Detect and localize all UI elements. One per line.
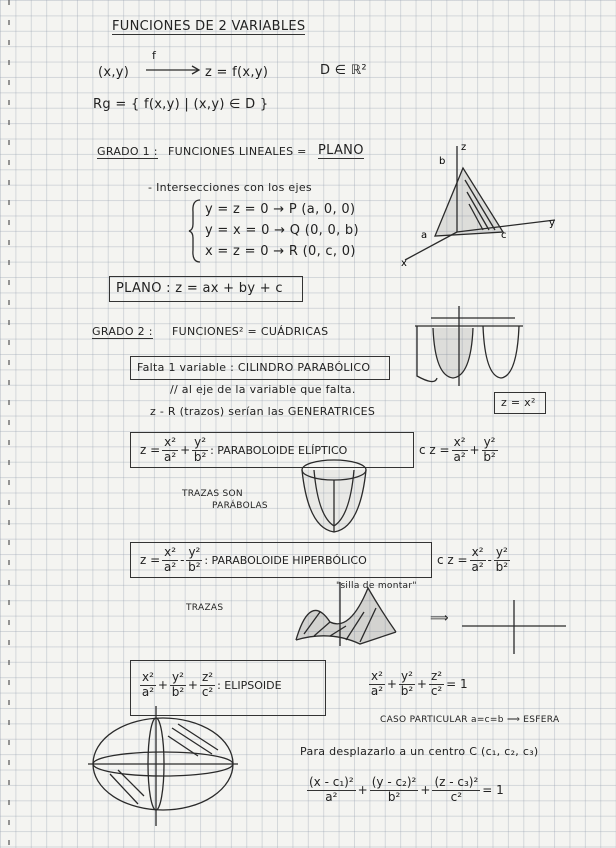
hyperbolic-side-frac-x: $\frac{\text{x²}}{\text{a²}}$ bbox=[471, 545, 484, 574]
ellipsoid-side-frac-x: $\frac{\text{x²}}{\text{a²}}$ bbox=[370, 669, 384, 698]
domain-set: D ∈ ℝ² bbox=[320, 63, 367, 78]
margin-dashes bbox=[8, 0, 10, 848]
plane-formula-box bbox=[109, 276, 303, 302]
elliptic-frac-y: $\frac{\text{y²}}{\text{b²}}$ bbox=[193, 435, 207, 464]
ellipsoid-side-plus-2: + bbox=[416, 677, 427, 692]
ellipsoid-side-plus-1: + bbox=[386, 677, 397, 692]
grado1-keyword: PLANO bbox=[318, 143, 364, 158]
elliptic-frac-x: $\frac{\text{x²}}{\text{a²}}$ bbox=[164, 435, 177, 464]
intersections-title: - Intersecciones con los ejes bbox=[148, 181, 312, 194]
cylinder-label: Falta 1 variable : CILINDRO PARABÓLICO bbox=[137, 361, 371, 374]
shift-frac-z: $\frac{\text{(z - c₃)²}}{\text{c²}}$ bbox=[434, 775, 479, 804]
shifted-ellipsoid-equation bbox=[306, 776, 505, 805]
grado1-heading: GRADO 1 : bbox=[97, 145, 158, 158]
hyperbolic-paraboloid-figure bbox=[290, 582, 402, 650]
elliptic-side-z: c z = bbox=[419, 443, 450, 458]
ellipsoid-figure bbox=[88, 706, 238, 828]
shift-frac-y: $\frac{\text{(y - c₂)²}}{\text{b²}}$ bbox=[371, 775, 417, 804]
ellipsoid-side-frac-z: $\frac{\text{z²}}{\text{c²}}$ bbox=[430, 669, 443, 698]
cylinder-formula: z = x² bbox=[501, 396, 536, 409]
ellipsoid-equation bbox=[139, 671, 283, 700]
mapping-arrow bbox=[146, 62, 202, 78]
range-definition: Rg = { f(x,y) | (x,y) ∈ D } bbox=[93, 97, 269, 112]
hyperbolic-side-z: c z = bbox=[437, 553, 468, 568]
plane-fig-label-b: b bbox=[439, 156, 446, 167]
plane-fig-label-c: c bbox=[501, 230, 507, 241]
ellipsoid-plus-2: + bbox=[187, 678, 198, 693]
trazas-son-label: TRAZAS SON bbox=[182, 489, 243, 499]
function-label: f bbox=[152, 49, 157, 62]
hyperbolic-side-frac-y: $\frac{\text{y²}}{\text{b²}}$ bbox=[495, 545, 509, 574]
elliptic-side-frac-y: $\frac{\text{y²}}{\text{b²}}$ bbox=[483, 435, 496, 464]
elliptic-side-frac-x: $\frac{\text{x²}}{\text{a²}}$ bbox=[453, 435, 466, 464]
sphere-special-case: CASO PARTICULAR a=c=b ⟹ ESFERA bbox=[380, 715, 560, 725]
shift-plus-1: + bbox=[357, 783, 368, 798]
plane-formula: PLANO : z = ax + by + c bbox=[116, 281, 283, 296]
shift-center-title: Para desplazarlo a un centro C (c₁, c₂, c₃) bbox=[300, 745, 539, 758]
intersection-line-2: y = x = 0 → Q (0, 0, b) bbox=[205, 223, 359, 238]
hyperbolic-frac-y: $\frac{\text{y²}}{\text{b²}}$ bbox=[188, 545, 201, 574]
shift-equals: = 1 bbox=[482, 783, 504, 798]
ellipsoid-side-equation bbox=[368, 670, 469, 699]
grado2-heading: GRADO 2 : bbox=[92, 325, 153, 338]
cylinder-figure bbox=[405, 306, 535, 390]
implies-arrow: ⟹ bbox=[430, 611, 449, 626]
shift-plus-2: + bbox=[420, 783, 431, 798]
cylinder-formula-box bbox=[494, 392, 546, 414]
ellipsoid-frac-y: $\frac{\text{y²}}{\text{b²}}$ bbox=[171, 670, 185, 699]
page-title: FUNCIONES DE 2 VARIABLES bbox=[112, 19, 306, 34]
plane-axes-figure bbox=[395, 140, 575, 270]
hyperbolic-equation bbox=[139, 546, 368, 575]
domain-variables: (x,y) bbox=[98, 65, 130, 80]
ellipsoid-name: : ELIPSOIDE bbox=[217, 678, 282, 692]
grado1-label: FUNCIONES LINEALES = bbox=[168, 145, 307, 158]
plane-fig-label-y: y bbox=[549, 218, 555, 229]
cylinder-box bbox=[130, 356, 390, 380]
hyperbolic-name: : PARABOLOIDE HIPERBÓLICO bbox=[204, 553, 367, 567]
elliptic-plus: + bbox=[180, 443, 191, 458]
trazas-label: TRAZAS bbox=[186, 603, 224, 613]
ellipsoid-plus-1: + bbox=[157, 678, 168, 693]
ellipsoid-side-equals: = 1 bbox=[446, 677, 468, 692]
hyperbolic-paraboloid-box bbox=[130, 542, 432, 578]
saddle-note: "silla de montar" bbox=[336, 581, 417, 591]
cylinder-note-parallel: // al eje de la variable que falta. bbox=[170, 383, 356, 396]
ellipsoid-frac-x: $\frac{\text{x²}}{\text{a²}}$ bbox=[141, 670, 155, 699]
elliptic-z: z = bbox=[140, 443, 161, 458]
grado2-label: FUNCIONES² = CUÁDRICAS bbox=[172, 325, 329, 338]
plane-fig-label-z: z bbox=[461, 142, 467, 153]
intersection-line-1: y = z = 0 → P (a, 0, 0) bbox=[205, 202, 356, 217]
plane-fig-label-a: a bbox=[421, 230, 428, 241]
elliptic-side-equation bbox=[418, 436, 499, 465]
hyperbolic-side-minus: - bbox=[487, 553, 492, 568]
hyperbolic-frac-x: $\frac{\text{x²}}{\text{a²}}$ bbox=[164, 545, 177, 574]
function-expression: z = f(x,y) bbox=[205, 65, 269, 80]
parabolas-label: PARÁBOLAS bbox=[212, 501, 268, 511]
intersection-line-3: x = z = 0 → R (0, c, 0) bbox=[205, 244, 356, 259]
hyperbolic-side-equation bbox=[436, 546, 511, 575]
traces-cross-figure bbox=[462, 598, 566, 656]
system-brace bbox=[188, 198, 202, 264]
elliptic-side-plus: + bbox=[469, 443, 480, 458]
elliptic-paraboloid-figure bbox=[294, 456, 374, 538]
hyperbolic-minus: - bbox=[180, 553, 185, 568]
plane-fig-label-x: x bbox=[401, 258, 407, 269]
cylinder-note-generatrices: z - R (trazos) serían las GENERATRICES bbox=[150, 405, 376, 418]
hyperbolic-z: z = bbox=[140, 553, 161, 568]
shift-frac-x: $\frac{\text{(x - c₁)²}}{\text{a²}}$ bbox=[309, 775, 354, 804]
ellipsoid-frac-z: $\frac{\text{z²}}{\text{c²}}$ bbox=[201, 670, 214, 699]
ellipsoid-side-frac-y: $\frac{\text{y²}}{\text{b²}}$ bbox=[400, 669, 414, 698]
elliptic-name: : PARABOLOIDE ELÍPTICO bbox=[210, 443, 348, 457]
